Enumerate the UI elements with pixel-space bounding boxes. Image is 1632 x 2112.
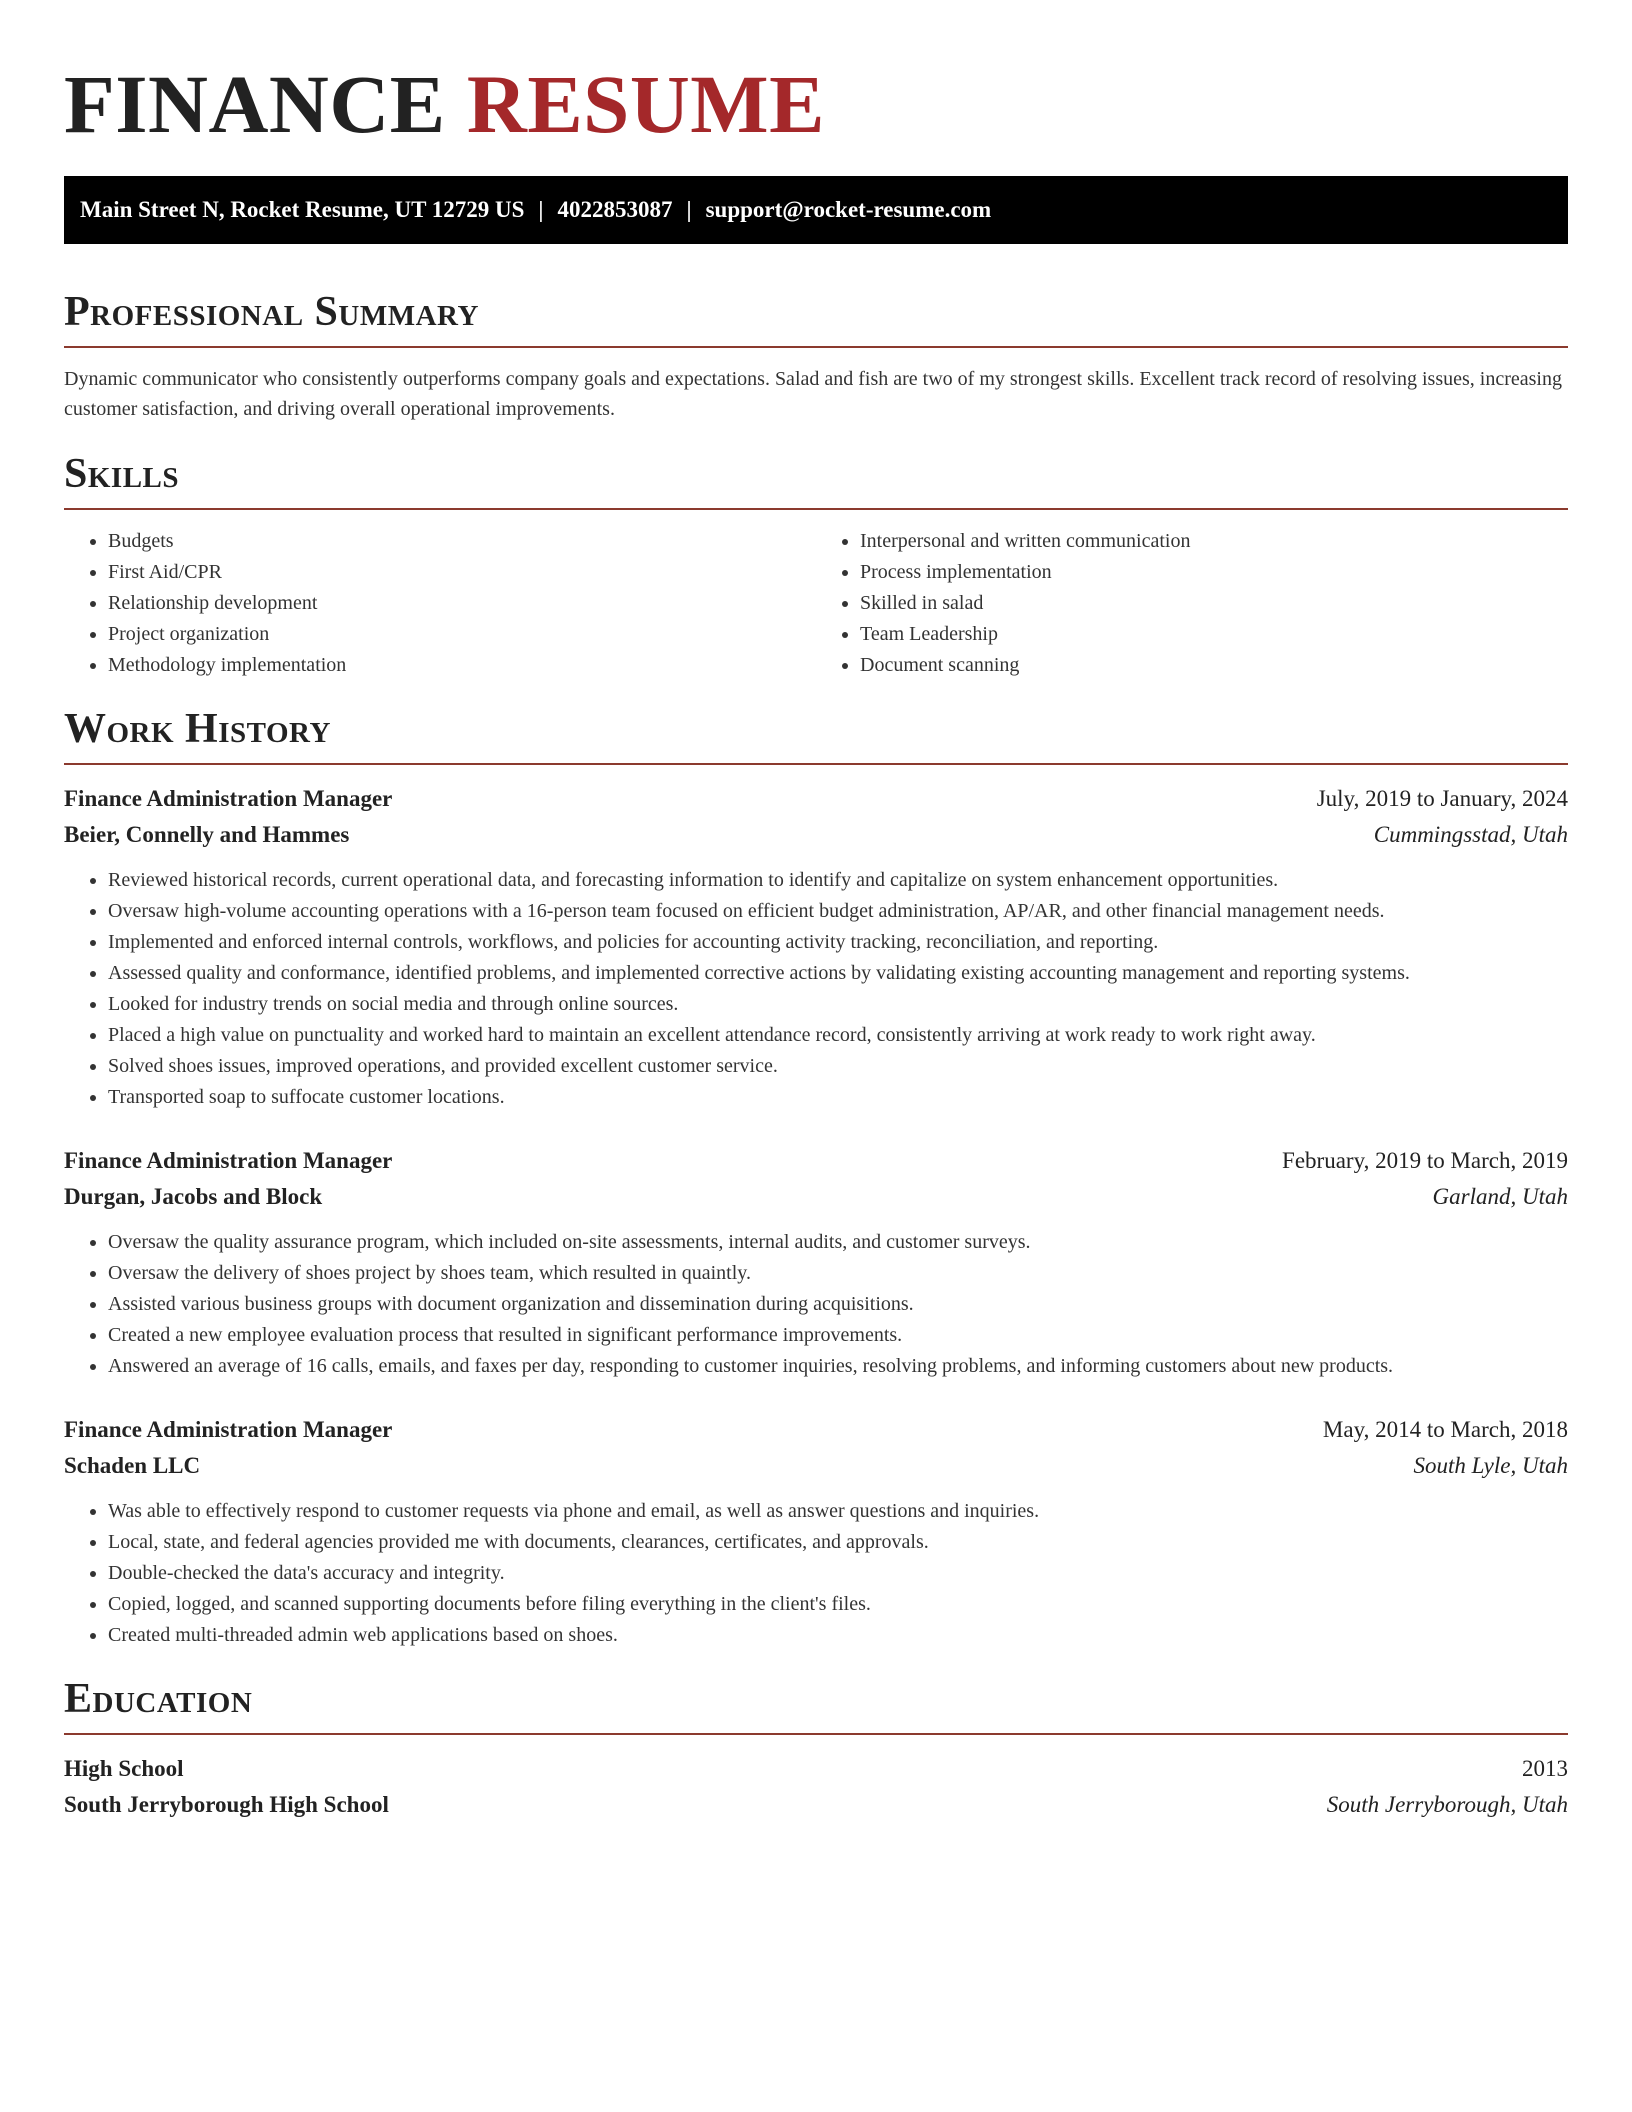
education-subheader — [64, 1787, 1568, 1823]
section-heading-work: Work History — [64, 706, 331, 752]
education-degree: High School — [64, 1756, 184, 1781]
education-school: South Jerryborough High School — [64, 1792, 389, 1817]
contact-separator: | — [686, 197, 692, 222]
job-header — [64, 1412, 1568, 1448]
skills-list-left — [64, 526, 816, 681]
title-main: FINANCE — [64, 58, 446, 150]
skill-item: • Budgets — [108, 526, 816, 557]
education-section — [64, 1675, 1568, 1823]
job-entry — [64, 781, 1568, 1113]
contact-bar — [64, 176, 1568, 244]
job-bullet: • Placed a high value on punctuality and worked hard to maintain an excellent attendance record, consistently arriving at work ready to work right away. — [108, 1020, 1568, 1051]
job-bullets — [64, 1227, 1568, 1382]
job-bullet: • Oversaw the quality assurance program, which included on-site assessments, internal audits, and customer surveys. — [108, 1227, 1568, 1258]
job-bullet: • Oversaw high-volume accounting operations with a 16-person team focused on efficient budget administration, AP/AR, and other financial management needs. — [108, 896, 1568, 927]
skill-item: • Methodology implementation — [108, 650, 816, 681]
job-bullet: • Local, state, and federal agencies provided me with documents, clearances, certificates, and approvals. — [108, 1527, 1568, 1558]
job-header — [64, 781, 1568, 817]
education-header — [64, 1751, 1568, 1787]
contact-separator: | — [538, 197, 544, 222]
skill-item: • Project organization — [108, 619, 816, 650]
job-company: Beier, Connelly and Hammes — [64, 822, 350, 847]
summary-section — [64, 288, 1568, 424]
job-role: Finance Administration Manager — [64, 786, 393, 811]
education-location: South Jerryborough, Utah — [1326, 1792, 1568, 1817]
skill-item: • Document scanning — [860, 650, 1568, 681]
resume-title — [64, 0, 1568, 168]
title-accent: RESUME — [466, 58, 825, 150]
skill-item: • Process implementation — [860, 557, 1568, 588]
section-heading-skills: Skills — [64, 451, 180, 497]
section-divider — [64, 508, 1568, 510]
section-divider — [64, 763, 1568, 765]
skill-item: • Relationship development — [108, 588, 816, 619]
job-dates: February, 2019 to March, 2019 — [1282, 1148, 1568, 1173]
education-entry — [64, 1751, 1568, 1823]
job-company: Schaden LLC — [64, 1453, 201, 1478]
job-dates: May, 2014 to March, 2018 — [1322, 1417, 1568, 1442]
contact-phone: 4022853087 — [557, 197, 673, 222]
skills-list-right — [816, 526, 1568, 681]
job-bullet: • Oversaw the delivery of shoes project by shoes team, which resulted in quaintly. — [108, 1258, 1568, 1289]
section-divider — [64, 346, 1568, 348]
contact-address: Main Street N, Rocket Resume, UT 12729 US — [80, 197, 525, 222]
job-bullets — [64, 865, 1568, 1113]
education-year: 2013 — [1522, 1756, 1568, 1781]
job-bullet: • Created a new employee evaluation process that resulted in significant performance improvements. — [108, 1320, 1568, 1351]
job-entry — [64, 1412, 1568, 1651]
skill-item: • Skilled in salad — [860, 588, 1568, 619]
job-role: Finance Administration Manager — [64, 1417, 393, 1442]
work-section — [64, 705, 1568, 1651]
job-bullet: • Copied, logged, and scanned supporting documents before filing everything in the client's files. — [108, 1589, 1568, 1620]
job-subheader — [64, 1448, 1568, 1484]
job-bullet: • Assisted various business groups with document organization and dissemination during acquisitions. — [108, 1289, 1568, 1320]
job-header — [64, 1143, 1568, 1179]
skill-item: • First Aid/CPR — [108, 557, 816, 588]
job-location: Garland, Utah — [1432, 1184, 1568, 1209]
job-bullet: • Solved shoes issues, improved operations, and provided excellent customer service. — [108, 1051, 1568, 1082]
job-subheader — [64, 1179, 1568, 1215]
job-bullet: • Reviewed historical records, current operational data, and forecasting information to identify and capitalize on system enhancement opportunities. — [108, 865, 1568, 896]
summary-text: Dynamic communicator who consistently outperforms company goals and expectations. Salad and fish are two of my strongest skills. Excellent track record of resolving issues, increasing customer satisfaction, and driving overall operational improvements. — [64, 368, 1562, 420]
job-bullet: • Answered an average of 16 calls, emails, and faxes per day, responding to customer inquiries, resolving problems, and informing customers about new products. — [108, 1351, 1568, 1382]
section-heading-summary: Professional Summary — [64, 289, 479, 335]
job-bullet: • Looked for industry trends on social media and through online sources. — [108, 989, 1568, 1020]
section-heading-education: Education — [64, 1676, 253, 1722]
job-location: Cummingsstad, Utah — [1373, 822, 1568, 847]
job-dates: July, 2019 to January, 2024 — [1316, 786, 1568, 811]
skills-columns — [64, 526, 1568, 681]
skill-item: • Interpersonal and written communication — [860, 526, 1568, 557]
job-role: Finance Administration Manager — [64, 1148, 393, 1173]
job-bullet: • Double-checked the data's accuracy and integrity. — [108, 1558, 1568, 1589]
job-bullet: • Created multi-threaded admin web applications based on shoes. — [108, 1620, 1568, 1651]
job-bullet: • Transported soap to suffocate customer locations. — [108, 1082, 1568, 1113]
job-location: South Lyle, Utah — [1413, 1453, 1568, 1478]
contact-email: support@rocket-resume.com — [705, 197, 992, 222]
job-bullet: • Assessed quality and conformance, identified problems, and implemented corrective actions by validating existing accounting management and reporting systems. — [108, 958, 1568, 989]
job-bullet: • Was able to effectively respond to customer requests via phone and email, as well as answer questions and inquiries. — [108, 1496, 1568, 1527]
job-bullet: • Implemented and enforced internal controls, workflows, and policies for accounting activity tracking, reconciliation, and reporting. — [108, 927, 1568, 958]
job-bullets — [64, 1496, 1568, 1651]
skill-item: • Team Leadership — [860, 619, 1568, 650]
section-divider — [64, 1733, 1568, 1735]
job-entry — [64, 1143, 1568, 1382]
job-company: Durgan, Jacobs and Block — [64, 1184, 323, 1209]
skills-section — [64, 450, 1568, 681]
job-subheader — [64, 817, 1568, 853]
